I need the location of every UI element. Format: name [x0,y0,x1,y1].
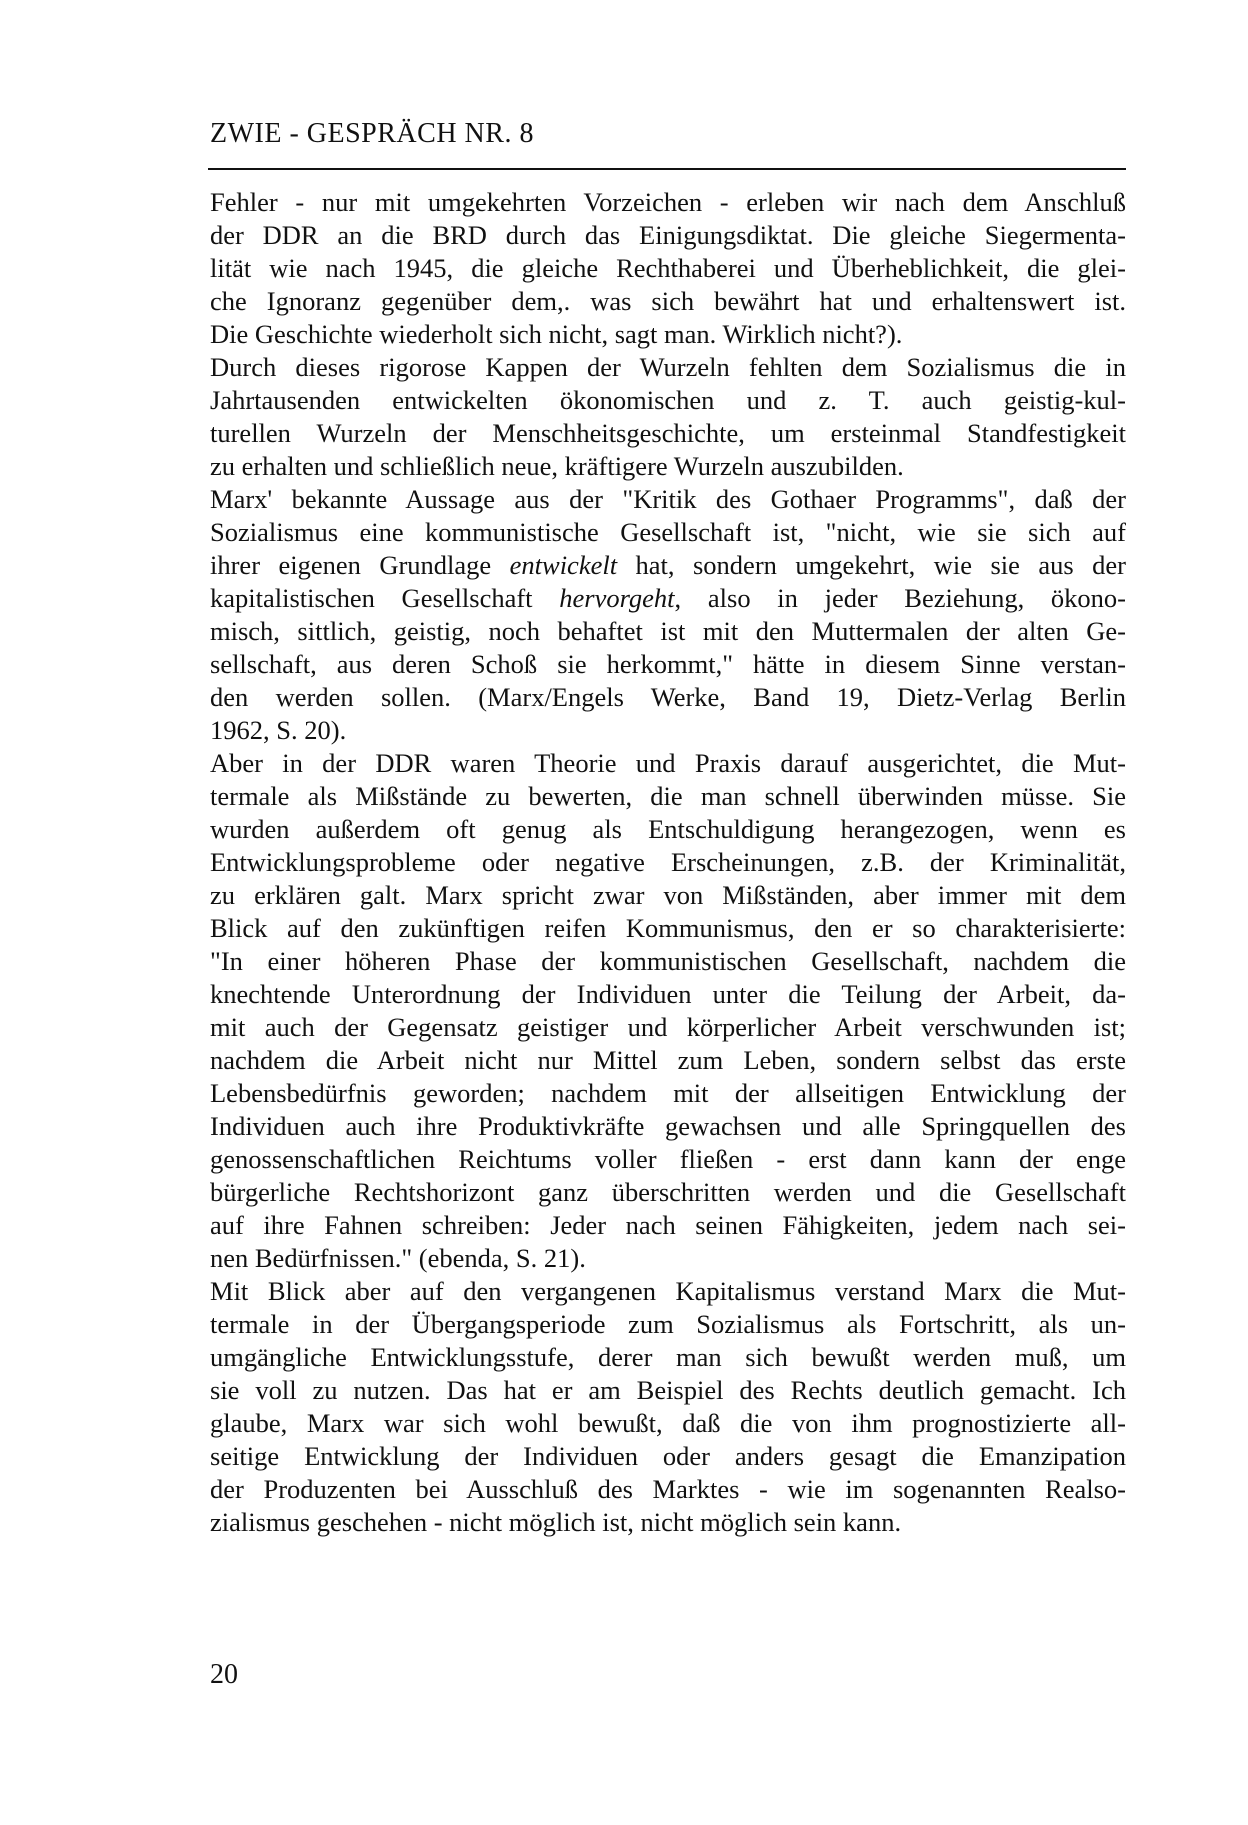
text-line: sellschaft, aus deren Schoß sie herkommt," hätte in diesem Sinne verstan- [210,649,1126,679]
text-line: "In einer höheren Phase der kommunistischen Gesellschaft, nachdem die [210,946,1126,976]
text-line: mit auch der Gegensatz geistiger und körperlicher Arbeit verschwunden ist; [210,1012,1126,1042]
text-line: der DDR an die BRD durch das Einigungsdiktat. Die gleiche Siegermenta- [210,220,1126,250]
page-number: 20 [210,1659,238,1690]
text-line: zialismus geschehen - nicht möglich ist, nicht möglich sein kann. [210,1507,902,1537]
text-line: Entwicklungsprobleme oder negative Erscheinungen, z.B. der Kriminalität, [210,847,1126,877]
text-segment: , also in jeder Beziehung, ökono- [674,583,1126,613]
text-segment: hat, sondern umgekehrt, wie sie aus der [617,550,1126,580]
text-line: Marx' bekannte Aussage aus der "Kritik des Gothaer Programms", daß der [210,484,1126,514]
text-line: nachdem die Arbeit nicht nur Mittel zum Leben, sondern selbst das erste [210,1045,1126,1075]
text-line: turellen Wurzeln der Menschheitsgeschichte, um ersteinmal Standfestigkeit [210,418,1126,448]
text-line: Sozialismus eine kommunistische Gesellschaft ist, "nicht, wie sie sich auf [210,517,1126,547]
text-segment: kapitalistischen Gesellschaft [210,583,560,613]
text-line: knechtende Unterordnung der Individuen unter die Teilung der Arbeit, da- [210,979,1126,1009]
text-line: den werden sollen. (Marx/Engels Werke, Band 19, Dietz-Verlag Berlin [210,682,1126,712]
text-line: bürgerliche Rechtshorizont ganz überschritten werden und die Gesellschaft [210,1177,1126,1207]
body-text [210,186,1126,1539]
text-line: nen Bedürfnissen." (ebenda, S. 21). [210,1243,586,1273]
text-line: Jahrtausenden entwickelten ökonomischen und z. T. auch geistig-kul- [210,385,1126,415]
text-line [210,549,1126,582]
text-line: zu erklären galt. Marx spricht zwar von Mißständen, aber immer mit dem [210,880,1126,910]
italic-emphasis: hervorgeht [559,583,675,613]
text-line: seitige Entwicklung der Individuen oder anders gesagt die Emanzipation [210,1441,1126,1471]
text-line: Mit Blick aber auf den vergangenen Kapitalismus verstand Marx die Mut- [210,1276,1126,1306]
text-line: Blick auf den zukünftigen reifen Kommunismus, den er so charakterisierte: [210,913,1126,943]
text-line: Aber in der DDR waren Theorie und Praxis darauf ausgerichtet, die Mut- [210,748,1126,778]
text-line: der Produzenten bei Ausschluß des Marktes - wie im sogenannten Realso- [210,1474,1126,1504]
text-line: wurden außerdem oft genug als Entschuldigung herangezogen, wenn es [210,814,1126,844]
text-line: sie voll zu nutzen. Das hat er am Beispiel des Rechts deutlich gemacht. Ich [210,1375,1126,1405]
text-line: lität wie nach 1945, die gleiche Rechthaberei und Überheblichkeit, die glei- [210,253,1126,283]
text-line: 1962, S. 20). [210,715,347,745]
text-line: zu erhalten und schließlich neue, kräftigere Wurzeln auszubilden. [210,451,904,481]
text-line: Durch dieses rigorose Kappen der Wurzeln fehlten dem Sozialismus die in [210,352,1126,382]
header-rule [208,168,1126,170]
running-header: ZWIE - GESPRÄCH NR. 8 [210,118,534,149]
text-line: genossenschaftlichen Reichtums voller fließen - erst dann kann der enge [210,1144,1126,1174]
text-line [210,582,1126,615]
italic-emphasis: entwickelt [509,550,618,580]
text-segment: ihrer eigenen Grundlage [210,550,510,580]
text-line: termale als Mißstände zu bewerten, die man schnell überwinden müsse. Sie [210,781,1126,811]
text-line: Individuen auch ihre Produktivkräfte gewachsen und alle Springquellen des [210,1111,1126,1141]
text-line: Die Geschichte wiederholt sich nicht, sagt man. Wirklich nicht?). [210,319,903,349]
text-line: glaube, Marx war sich wohl bewußt, daß die von ihm prognostizierte all- [210,1408,1126,1438]
text-line: misch, sittlich, geistig, noch behaftet ist mit den Muttermalen der alten Ge- [210,616,1126,646]
text-line: umgängliche Entwicklungsstufe, derer man sich bewußt werden muß, um [210,1342,1126,1372]
text-line: Fehler - nur mit umgekehrten Vorzeichen - erleben wir nach dem Anschluß [210,187,1126,217]
text-line: termale in der Übergangsperiode zum Sozialismus als Fortschritt, als un- [210,1309,1126,1339]
text-line: che Ignoranz gegenüber dem,. was sich bewährt hat und erhaltenswert ist. [210,286,1126,316]
text-line: auf ihre Fahnen schreiben: Jeder nach seinen Fähigkeiten, jedem nach sei- [210,1210,1126,1240]
text-line: Lebensbedürfnis geworden; nachdem mit der allseitigen Entwicklung der [210,1078,1126,1108]
